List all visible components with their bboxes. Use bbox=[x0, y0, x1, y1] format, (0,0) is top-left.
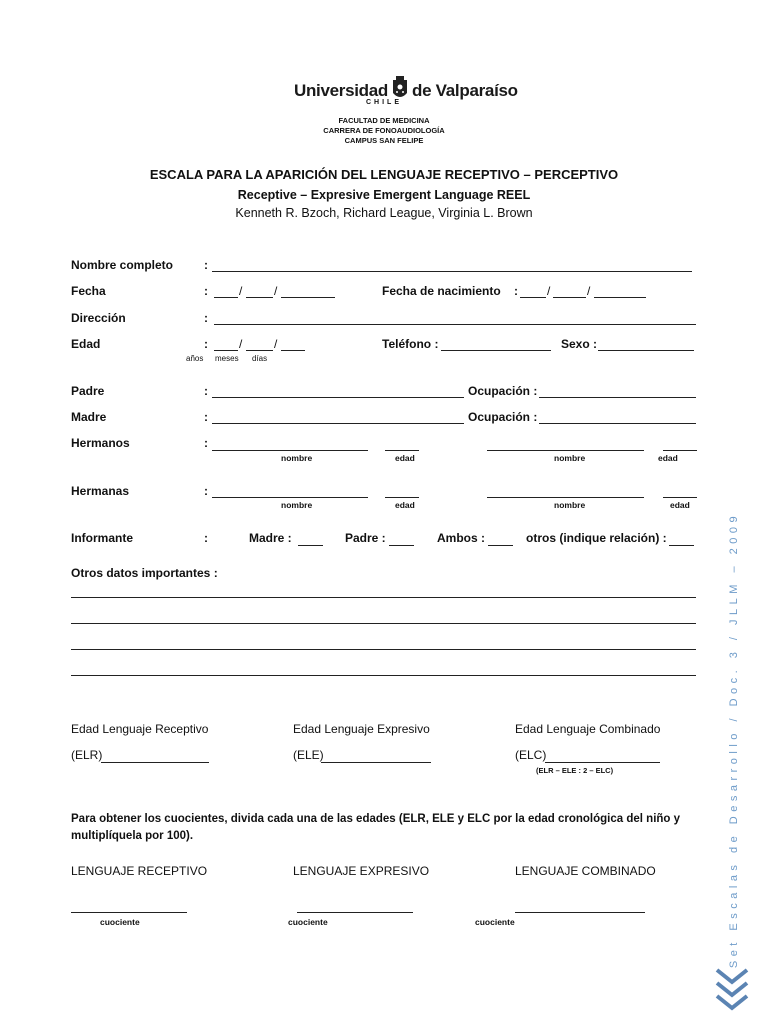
informante-otros-field[interactable] bbox=[669, 545, 694, 546]
side-document-note: Set Escalas de Desarrollo / Doc. 3 / JLLM – 2009 bbox=[728, 511, 740, 969]
edad-expresivo-label: Edad Lenguaje Expresivo bbox=[293, 722, 430, 736]
padre-ocupacion-field[interactable] bbox=[539, 397, 696, 398]
nombre-caption: nombre bbox=[281, 500, 313, 510]
informante-padre-field[interactable] bbox=[389, 545, 414, 546]
document-authors: Kenneth R. Bzoch, Richard League, Virginia L. Brown bbox=[235, 206, 533, 220]
elc-label: (ELC) bbox=[515, 748, 547, 762]
padre-label: Padre bbox=[71, 384, 105, 398]
direccion-label: Dirección bbox=[71, 311, 126, 325]
nombre-label: Nombre completo bbox=[71, 258, 174, 272]
hermanos-edad-field-1[interactable] bbox=[385, 450, 419, 451]
ele-label: (ELE) bbox=[293, 748, 324, 762]
nombre-caption: nombre bbox=[554, 453, 586, 463]
edad-caption: edad bbox=[395, 453, 415, 463]
edad-anos-caption: años bbox=[186, 354, 204, 363]
cuociente-caption: cuociente bbox=[475, 917, 515, 927]
fecha-nac-month-field[interactable] bbox=[553, 297, 586, 298]
madre-ocupacion-label: Ocupación : bbox=[468, 410, 538, 424]
colon: : bbox=[204, 484, 208, 498]
hermanos-edad-field-2[interactable] bbox=[663, 450, 697, 451]
cuociente-caption: cuociente bbox=[288, 917, 328, 927]
direccion-field[interactable] bbox=[214, 324, 696, 325]
hermanos-label: Hermanos bbox=[71, 436, 130, 450]
otros-datos-line-2[interactable] bbox=[71, 623, 696, 624]
country-label: CHILE bbox=[366, 99, 402, 106]
campus-label: CAMPUS SAN FELIPE bbox=[344, 136, 424, 145]
colon: : bbox=[514, 284, 518, 298]
elc-formula: (ELR – ELE : 2 – ELC) bbox=[536, 766, 614, 775]
elr-label: (ELR) bbox=[71, 748, 103, 762]
lenguaje-expresivo-heading: LENGUAJE EXPRESIVO bbox=[293, 864, 430, 878]
chevron-down-icon bbox=[714, 966, 750, 1016]
madre-label: Madre bbox=[71, 410, 107, 424]
informante-padre-label: Padre : bbox=[345, 531, 386, 545]
colon: : bbox=[204, 311, 208, 325]
edad-caption: edad bbox=[658, 453, 678, 463]
edad-years-field[interactable] bbox=[214, 350, 238, 351]
informante-ambos-field[interactable] bbox=[488, 545, 513, 546]
faculty-label: FACULTAD DE MEDICINA bbox=[338, 116, 430, 125]
edad-caption: edad bbox=[670, 500, 690, 510]
edad-caption: edad bbox=[395, 500, 415, 510]
padre-field[interactable] bbox=[212, 397, 464, 398]
university-name-left: Universidad bbox=[294, 81, 389, 100]
ele-field[interactable] bbox=[321, 762, 431, 763]
informante-otros-label: otros (indique relación) : bbox=[526, 531, 667, 545]
colon: : bbox=[204, 284, 208, 298]
otros-datos-line-1[interactable] bbox=[71, 597, 696, 598]
colon: : bbox=[204, 258, 208, 272]
fecha-nac-day-field[interactable] bbox=[520, 297, 546, 298]
cuociente-caption: cuociente bbox=[100, 917, 140, 927]
university-name-right: de Valparaíso bbox=[412, 81, 518, 100]
edad-dias-caption: días bbox=[252, 354, 268, 363]
edad-months-field[interactable] bbox=[246, 350, 273, 351]
informante-ambos-label: Ambos : bbox=[437, 531, 485, 545]
lenguaje-combinado-heading: LENGUAJE COMBINADO bbox=[515, 864, 656, 878]
expresivo-cuociente-field[interactable] bbox=[297, 912, 413, 913]
edad-meses-caption: meses bbox=[215, 354, 239, 363]
career-label: CARRERA DE FONOAUDIOLOGÍA bbox=[323, 126, 445, 135]
fecha-nacimiento-label: Fecha de nacimiento bbox=[382, 284, 501, 298]
telefono-field[interactable] bbox=[441, 350, 551, 351]
padre-ocupacion-label: Ocupación : bbox=[468, 384, 538, 398]
receptivo-cuociente-field[interactable] bbox=[71, 912, 187, 913]
document-title: ESCALA PARA LA APARICIÓN DEL LENGUAJE RECEPTIVO – PERCEPTIVO bbox=[149, 167, 619, 182]
colon: : bbox=[204, 384, 208, 398]
document-subtitle: Receptive – Expresive Emergent Language REEL bbox=[237, 188, 531, 202]
hermanas-nombre-field-1[interactable] bbox=[212, 497, 368, 498]
colon: : bbox=[204, 337, 208, 351]
hermanas-nombre-field-2[interactable] bbox=[487, 497, 644, 498]
informante-madre-field[interactable] bbox=[298, 545, 323, 546]
colon: : bbox=[204, 531, 208, 545]
sexo-field[interactable] bbox=[598, 350, 694, 351]
otros-datos-label: Otros datos importantes : bbox=[71, 566, 218, 580]
nombre-caption: nombre bbox=[281, 453, 313, 463]
informante-label: Informante bbox=[71, 531, 134, 545]
madre-field[interactable] bbox=[212, 423, 464, 424]
hermanas-edad-field-2[interactable] bbox=[663, 497, 697, 498]
fecha-month-field[interactable] bbox=[246, 297, 273, 298]
fecha-nac-year-field[interactable] bbox=[594, 297, 646, 298]
lenguaje-receptivo-heading: LENGUAJE RECEPTIVO bbox=[71, 864, 208, 878]
combinado-cuociente-field[interactable] bbox=[515, 912, 645, 913]
madre-ocupacion-field[interactable] bbox=[539, 423, 696, 424]
colon: : bbox=[204, 410, 208, 424]
fecha-year-field[interactable] bbox=[281, 297, 335, 298]
elc-field[interactable] bbox=[545, 762, 660, 763]
fecha-day-field[interactable] bbox=[214, 297, 238, 298]
nombre-field[interactable] bbox=[212, 271, 692, 272]
instructions-line-2: multiplíquela por 100). bbox=[71, 830, 194, 842]
edad-label: Edad bbox=[71, 337, 101, 351]
edad-days-field[interactable] bbox=[281, 350, 305, 351]
elr-field[interactable] bbox=[101, 762, 209, 763]
instructions-line-1: Para obtener los cuocientes, divida cada una de las edades (ELR, ELE y ELC por la edad cronológica del niño y bbox=[71, 813, 681, 825]
hermanos-nombre-field-1[interactable] bbox=[212, 450, 368, 451]
otros-datos-line-3[interactable] bbox=[71, 649, 696, 650]
hermanas-label: Hermanas bbox=[71, 484, 130, 498]
telefono-label: Teléfono : bbox=[382, 337, 439, 351]
edad-combinado-label: Edad Lenguaje Combinado bbox=[515, 722, 661, 736]
edad-receptivo-label: Edad Lenguaje Receptivo bbox=[71, 722, 209, 736]
nombre-caption: nombre bbox=[554, 500, 586, 510]
hermanas-edad-field-1[interactable] bbox=[385, 497, 419, 498]
fecha-label: Fecha bbox=[71, 284, 106, 298]
otros-datos-line-4[interactable] bbox=[71, 675, 696, 676]
hermanos-nombre-field-2[interactable] bbox=[487, 450, 644, 451]
colon: : bbox=[204, 436, 208, 450]
sexo-label: Sexo : bbox=[561, 337, 598, 351]
informante-madre-label: Madre : bbox=[249, 531, 292, 545]
